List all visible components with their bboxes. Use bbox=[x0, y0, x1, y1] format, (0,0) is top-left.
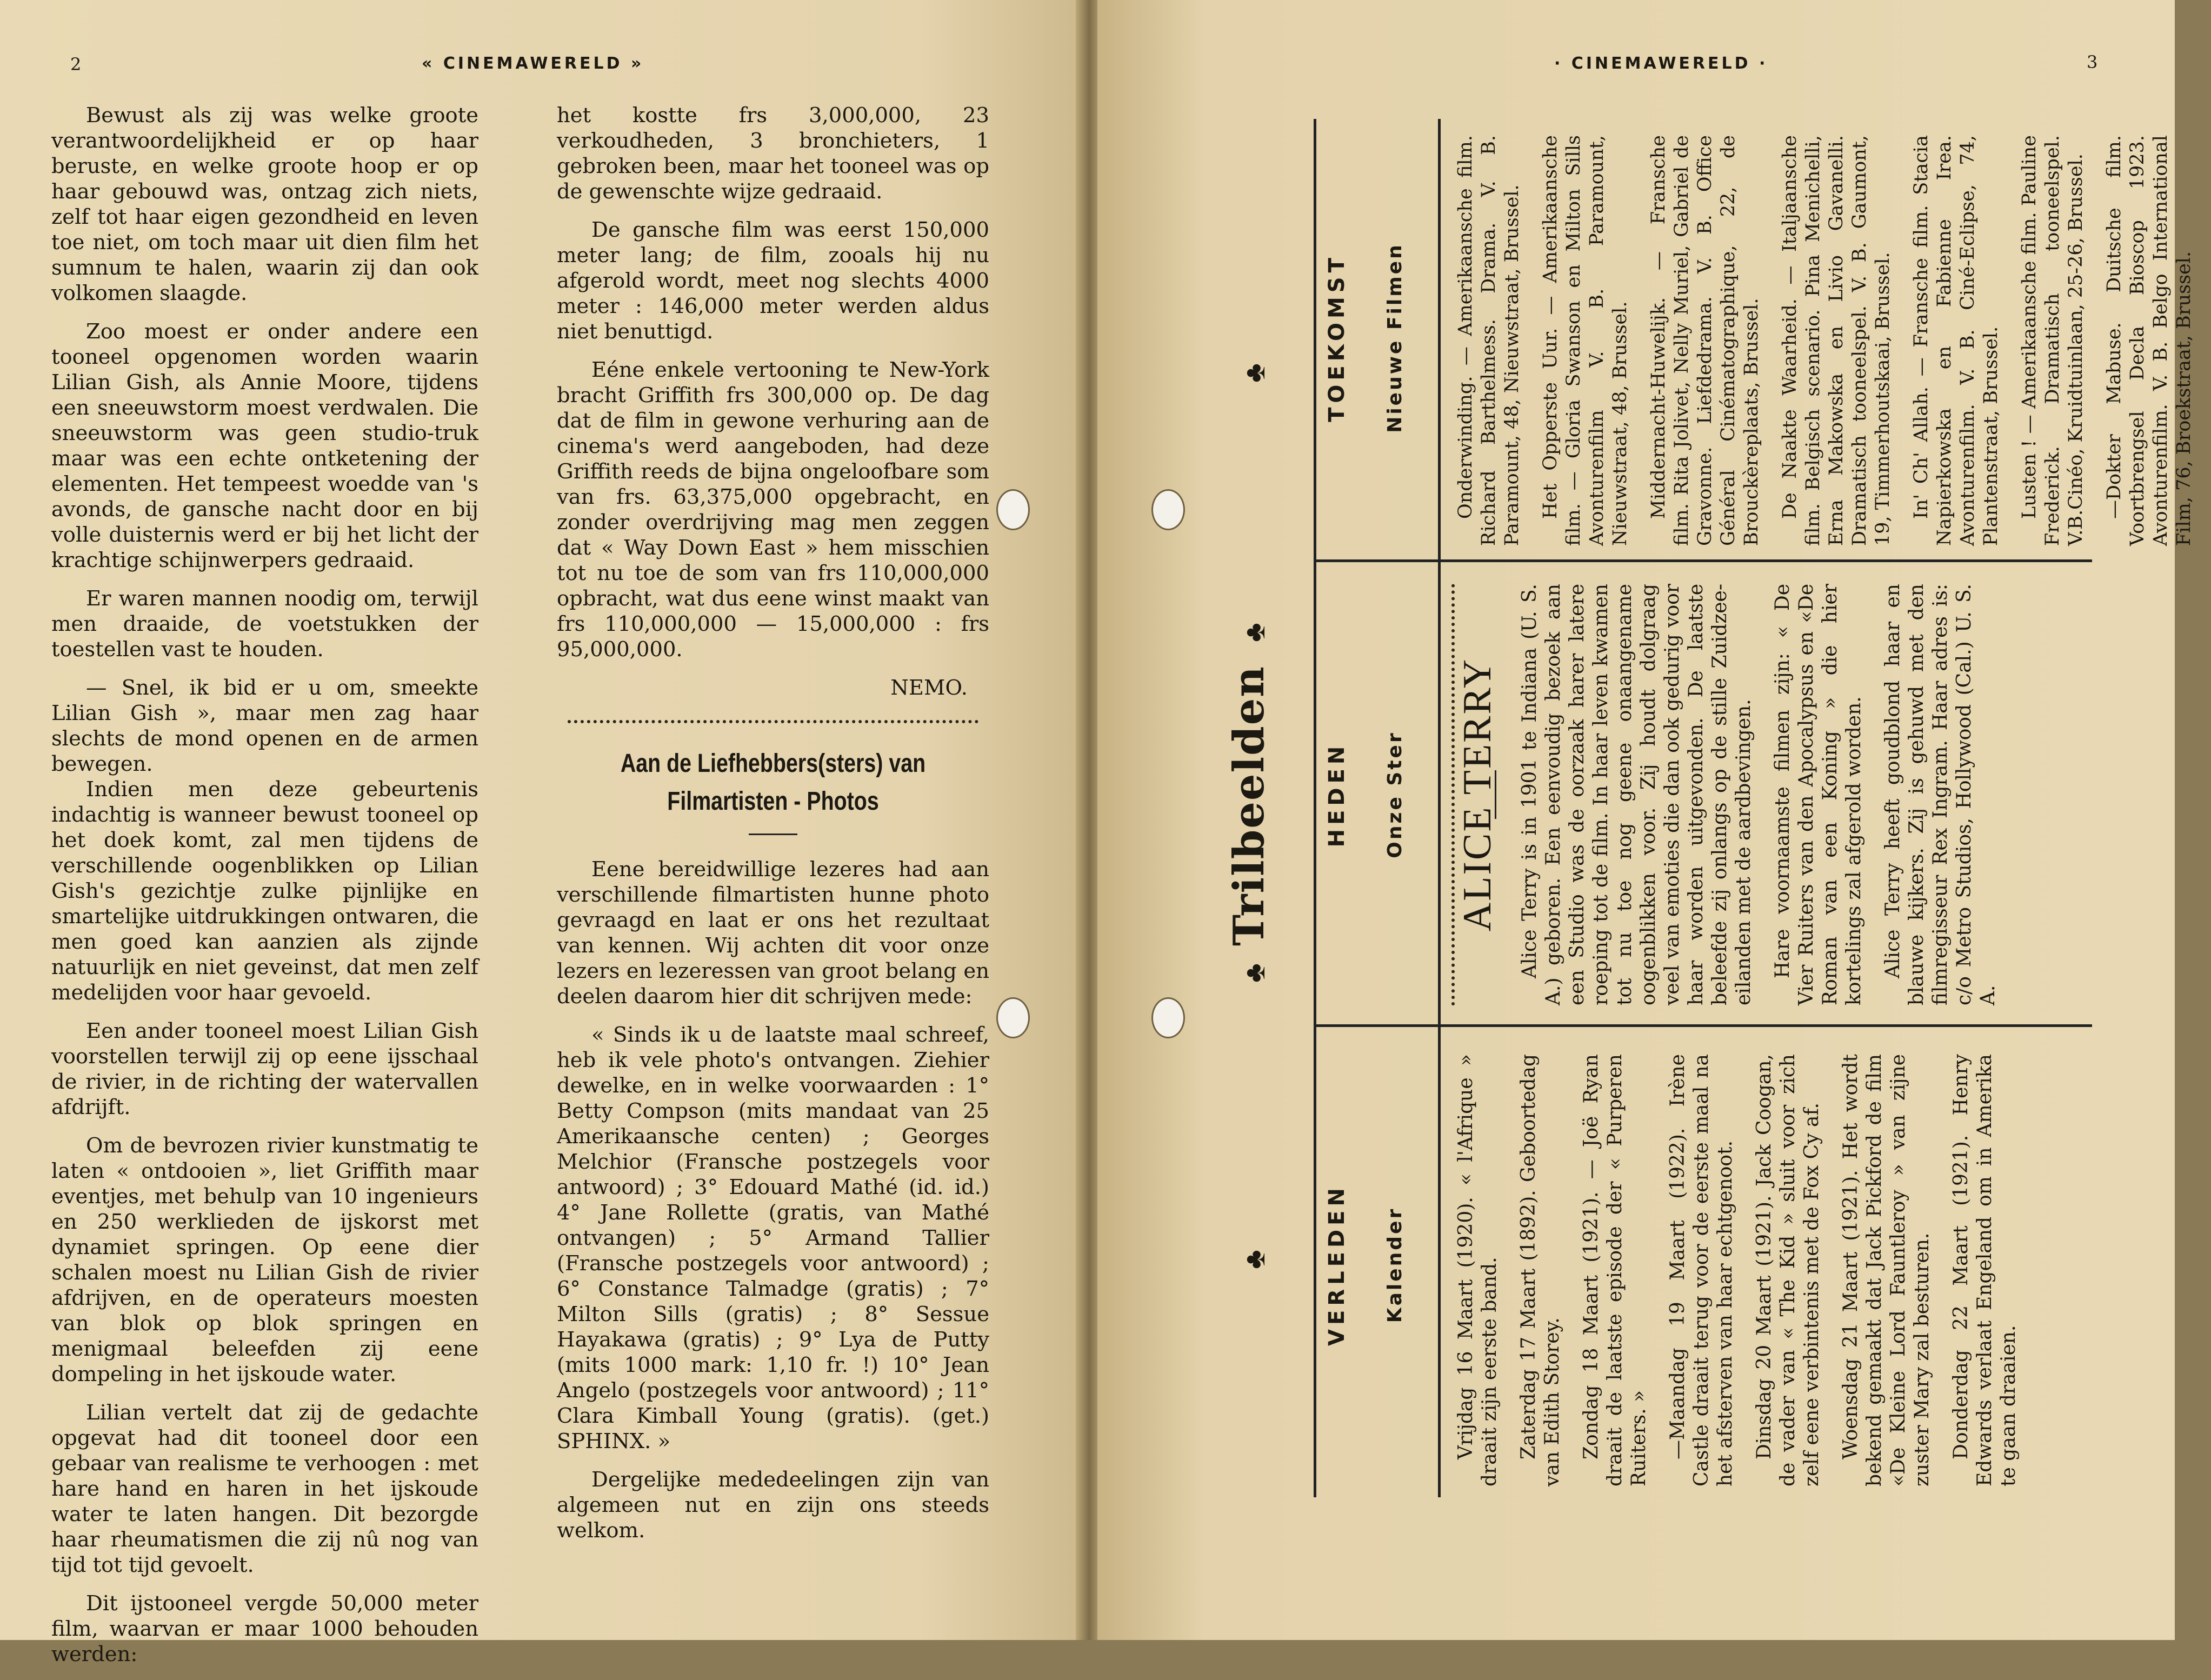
calendar-entry: Zondag 18 Maart (1921). — Joë Ryan draait de laatste episode der « Purperen Ruiters. » bbox=[1580, 1054, 1650, 1486]
calendar-entry: Zaterdag 17 Maart (1892). Geboortedag van Edith Storey. bbox=[1517, 1054, 1563, 1486]
paragraph: De gansche film was eerst 150,000 meter lang; de film, zooals hij nu afgerold wordt, meet nog slechts 4000 meter : 146,000 meter werden aldus niet benuttigd. bbox=[557, 218, 989, 344]
paragraph: Eéne enkele vertooning te New-York bracht Griffith frs 300,000 op. De dag dat de film in gewone verhuring aan de cinema's werd aangeboden, had deze Griffith reeds de bijna ongeloofbare som van frs. 63,375,000 opgebracht, en zonder overdrijving mag men zeggen dat « Way Down East » hem misschien tot nu toe de som van frs 110,000,000 opbracht, wat dus eene winst maakt van frs 110,000,000 — 15,000,000 : frs 95,000,000. bbox=[557, 358, 989, 662]
section-label: TOEKOMST bbox=[1324, 254, 1349, 422]
calendar-entry: —Maandag 19 Maart (1922). Irène Castle draait terug voor de eerste maal na het afsterven van haar echtgenoot. bbox=[1667, 1054, 1736, 1486]
short-rule bbox=[749, 834, 797, 835]
binder-hole bbox=[1151, 997, 1185, 1038]
title-band bbox=[1200, 119, 1314, 1497]
page-number: 2 bbox=[70, 54, 82, 75]
paragraph: Dit ijstooneel vergde 50,000 meter film, waarvan er maar 1000 behouden werden: bbox=[51, 1591, 478, 1666]
paragraph: het kostte frs 3,000,000, 23 verkoudheden, 3 bronchieters, 1 gebroken been, maar het tooneel was op de gewenschte wijze gedraaid. bbox=[557, 103, 989, 204]
page-number: 3 bbox=[2087, 52, 2098, 72]
calendar-entry: Vrijdag 16 Maart (1920). « l'Afrique » draait zijn eerste band. bbox=[1455, 1054, 1501, 1486]
calendar-entry: Woensdag 21 Maart (1921). Het wordt bekend gemaakt dat Jack Pickford de film «De Kleine Lord Fauntleroy » van zijne zuster Mary zal besturen. bbox=[1840, 1054, 1933, 1486]
section-label: HEDEN bbox=[1324, 742, 1349, 848]
running-head: · CINEMAWERELD · bbox=[1554, 54, 1768, 73]
table-rule bbox=[1314, 1024, 2092, 1027]
running-head: « CINEMAWERELD » bbox=[422, 54, 644, 73]
star-name: ALICE TERRY bbox=[1455, 657, 1500, 932]
calendar-entry: Donderdag 22 Maart (1921). Henry Edwards verlaat Engeland om in Amerika te gaan draaien. bbox=[1950, 1054, 2020, 1486]
film-entry: Het Opperste Uur. — Amerikaansche film. — Gloria Swanson en Milton Sills Avonturenfilm V. B. Paramount, Nieuwstraat, 48, Brussel. bbox=[1540, 135, 1631, 546]
column-1 bbox=[51, 103, 478, 1680]
left-page bbox=[0, 0, 1081, 1666]
binder-hole bbox=[996, 489, 1030, 530]
film-entry: De Naakte Waarheid. — Italjaansche film. Belgisch scenario. Pina Menichelli, Erna Makowska en Livio Gavanelli. Dramatisch tooneelspel. V. B. Gaumont, 19, Timmerhoutskaai, Brussel. bbox=[1779, 135, 1894, 546]
letter-quote: « Sinds ik u de laatste maal schreef, heb ik vele photo's ontvangen. Ziehier dewelke, en in welke voorwaarden : 1° Betty Compson (mits mandaat van 25 Amerikaansche centen) ; Georges Melchior (Fransche postzegels voor antwoord) ; 3° Edouard Mathé (id. id.) 4° Jane Rollette (gratis, van Mathé ontvangen) ; 5° Armand Tallier (Fransche postzegels voor antwoord) ; 6° Constance Talmadge (gratis) ; 7° Milton Sills (gratis) ; 8° Sessue Hayakawa (gratis) ; 9° Lya de Putty (mits 1000 mark: 1,10 fr. !) 10° Jean Angelo (postzegels voor antwoord) ; 11° Clara Kimball Young (gratis). (get.) SPHINX. » bbox=[557, 1023, 989, 1454]
ornament-icon: ♣ bbox=[1238, 1250, 1271, 1269]
film-entry: Middernacht-Huwelijk. — Fransche film. Rita Jolivet, Nelly Muriel, Gabriel de Gravonne. Liefdedrama. V. B. Office Général Cinématographique, 22, de Brouckèreplaats, Brussel. bbox=[1648, 135, 1762, 546]
paragraph: Lilian vertelt dat zij de gedachte opgevat had dit tooneel door een gebaar van realisme te verhoogen : met hare hand en haren in het ijskoude water te laten hangen. Dit bezorgde haar rheumatismen die zij nû nog van tijd tot tijd gevoelt. bbox=[51, 1401, 478, 1577]
binder-hole bbox=[996, 997, 1030, 1038]
paragraph: Alice Terry is in 1901 te Indiana (U. S. A.) geboren. Een eenvoudig bezoek aan een Studio was de oorzaak harer latere roeping tot de film. In haar leven kwamen tot nu toe nog geene onaangename oogenblikken voor. Zij houdt dolgraag veel van emoties die dan ook gedurig voor haar worden uitgevonden. De laatste beleefde zij onlangs op de stille Zuidzee-eilanden met de aardbevingen. bbox=[1519, 584, 1755, 1005]
ornament-icon: ♣ bbox=[1238, 623, 1271, 642]
film-entry: —Dokter Mabuse. Duitsche film. Voortbrengsel Decla Bioscop 1923. Avonturenfilm. V. B. Belgo International Film, 76, Broekstraat, Brussel. bbox=[2103, 135, 2195, 546]
binder-hole bbox=[1151, 489, 1185, 530]
film-entry: Onderwinding. — Amerikaansche film. Richard Barthelmess. Drama. V. B. Paramount, 48, Nieuwstraat, Brussel. bbox=[1455, 135, 1523, 546]
section-verleden bbox=[1314, 1032, 2206, 1497]
paragraph: Alice Terry heeft goudblond haar en blauwe kijkers. Zij is gehuwd met den filmregisseur Rex Ingram. Haar adres is: c/o Metro Studios, Hollywood (Cal.) U. S. A. bbox=[1882, 584, 1999, 1005]
ornament-icon: ♣ bbox=[1238, 363, 1271, 383]
section-toekomst bbox=[1314, 119, 2206, 557]
dotted-divider bbox=[568, 720, 978, 723]
trilbeelden-table bbox=[1200, 119, 2195, 1497]
paragraph: Om de bevrozen rivier kunstmatig te laten « ontdooien », liet Griffith maar eventjes, met behulp van 10 ingenieurs en 250 werklieden de ijskorst met dynamiet springen. Op eene dier schalen moest nu Lilian Gish de rivier afdrijven, en de operateurs moesten van blok op blok springen en menigmaal beleefden zij eene dompeling in het ijskoude water. bbox=[51, 1134, 478, 1386]
section-subhead: Kalender bbox=[1384, 1206, 1406, 1323]
table-rule bbox=[1438, 119, 1441, 1497]
paragraph: Een ander tooneel moest Lilian Gish voorstellen terwijl zij op eene ijsschaal de rivier, in de richting der watervallen afdrijft. bbox=[51, 1019, 478, 1119]
paragraph: Dergelijke mededeelingen zijn van algemeen nut en zijn ons steeds welkom. bbox=[557, 1468, 989, 1543]
paragraph: Hare voornaamste filmen zijn: « De Vier Ruiters van den Apocalypsus en «De Roman van een Koning » die hier kortelings zal afgerold worden. bbox=[1772, 584, 1865, 1005]
calendar-entry: Dinsdag 20 Maart (1921). Jack Coogan, de vader van « The Kid » sluit voor zich zelf eene verbintenis met de Fox Cy af. bbox=[1753, 1054, 1823, 1486]
section-label: VERLEDEN bbox=[1324, 1184, 1349, 1346]
dotted-divider bbox=[1451, 584, 1455, 1005]
star-profile bbox=[1451, 584, 2015, 1005]
section-subhead: Onze Ster bbox=[1384, 731, 1406, 858]
calendar-list bbox=[1454, 1054, 2036, 1486]
section-heden bbox=[1314, 568, 2206, 1022]
article-heading: Aan de Liefhebbers(sters) van Filmartisten - Photos bbox=[620, 749, 926, 816]
column-2 bbox=[557, 103, 989, 1556]
table-rule bbox=[1314, 559, 2092, 562]
film-entry: In' Ch' Allah. — Fransche film. Stacia Napierkowska en Fabienne Irea. Avonturenfilm. V. B. Ciné-Eclipse, 74, Plantenstraat, Brussel. bbox=[1910, 135, 2002, 546]
paragraph: — Snel, ik bid er u om, smeekte Lilian Gish », maar men zag haar slechts de mond openen en de armen bewegen. bbox=[51, 676, 478, 776]
paragraph: Eene bereidwillige lezeres had aan verschillende filmartisten hunne photo gevraagd en laat er ons het rezultaat van kennen. Wij achten dit voor onze lezers en lezeressen van groot belang en deelen daarom hier dit schrijven mede: bbox=[557, 857, 989, 1009]
paragraph: Er waren mannen noodig om, terwijl men draaide, de voetstukken der toestellen vast te houden. bbox=[51, 586, 478, 662]
new-films-list bbox=[1454, 135, 2211, 546]
ornament-icon: ♣ bbox=[1238, 963, 1271, 983]
signature: NEMO. bbox=[890, 676, 968, 700]
title: Trilbeelden bbox=[1224, 665, 1274, 946]
film-entry: Lusten ! — Amerikaansche film. Pauline Frederick. Dramatisch tooneelspel. V.B.Cinéo, Kruidtuinlaan, 25-26, Brussel. bbox=[2019, 135, 2087, 546]
paragraph: Zoo moest er onder andere een tooneel opgenomen worden waarin Lilian Gish, als Annie Moore, tijdens een sneeuwstorm moest verdwalen. Die sneeuwstorm was geen studio-truk maar was een echte ontketening der elementen. Het tempeest woedde van 's avonds, de gansche nacht door en bij volle duisternis werd er bij het licht der krachtige schijnwerpers gedraaid. bbox=[51, 319, 478, 572]
section-subhead: Nieuwe Filmen bbox=[1384, 243, 1406, 433]
paragraph: Indien men deze gebeurtenis indachtig is wanneer bewust tooneel op het doek komt, zal men tijdens de verschillende oogenblikken op Lilian Gish's gezichtje zulke pijnlijke en smartelijke uitdrukkingen ontwaren, die men goed kan aanzien als zijnde natuurlijk en niet geveinst, dat men zelf medelijden voor haar gevoeld. bbox=[51, 777, 478, 1005]
paragraph: Bewust als zij was welke groote verantwoordelijkheid er op haar beruste, en welke groote hoop er op haar gebouwd was, ontzag zich niets, zelf tot haar eigen gezondheid en leven toe niet, om toch maar uit dien film het sumnum te halen, waarin zij dan ook volkomen slaagde. bbox=[51, 103, 478, 305]
table-rule bbox=[1314, 119, 1316, 1497]
